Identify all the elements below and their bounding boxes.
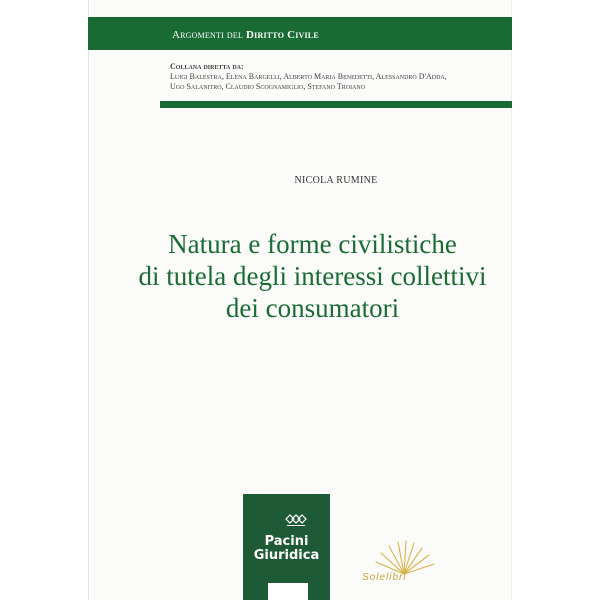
- publisher-name: [243, 535, 330, 563]
- series-title: [172, 29, 319, 41]
- series-editors-label: Collana diretta da:: [170, 62, 244, 71]
- publisher-name-line-2: Giuridica: [253, 548, 320, 563]
- cover-edge-left: [88, 0, 89, 600]
- publisher-emblem-icon: [285, 513, 307, 527]
- cover-edge-right: [511, 0, 512, 600]
- series-title-prefix: Argomenti del: [172, 29, 247, 41]
- book-title-line-1: Natura e forme civilistiche: [168, 229, 457, 259]
- green-rule: [160, 101, 512, 108]
- series-editors-line-1: Luigi Balestra, Elena Bargelli, Alberto Maria Benedetti, Alessandro D'Adda,: [170, 72, 447, 81]
- series-editors: [170, 62, 510, 92]
- sun-rays-icon: [368, 540, 440, 576]
- book-title-line-3: dei consumatori: [225, 293, 400, 323]
- series-title-emphasis: Diritto Civile: [246, 29, 319, 41]
- publisher-notch: [268, 583, 308, 600]
- series-editors-line-2: Ugo Salanitro, Claudio Scognamiglio, Stefano Troiano: [170, 82, 366, 91]
- book-title: [115, 228, 510, 324]
- author-name: NICOLA RUMINE: [294, 175, 378, 186]
- solelibri-wordmark: Solelibri: [362, 572, 407, 583]
- publisher-name-line-1: Pacini: [264, 534, 309, 549]
- book-title-line-2: di tutela degli interessi collettivi: [138, 261, 487, 291]
